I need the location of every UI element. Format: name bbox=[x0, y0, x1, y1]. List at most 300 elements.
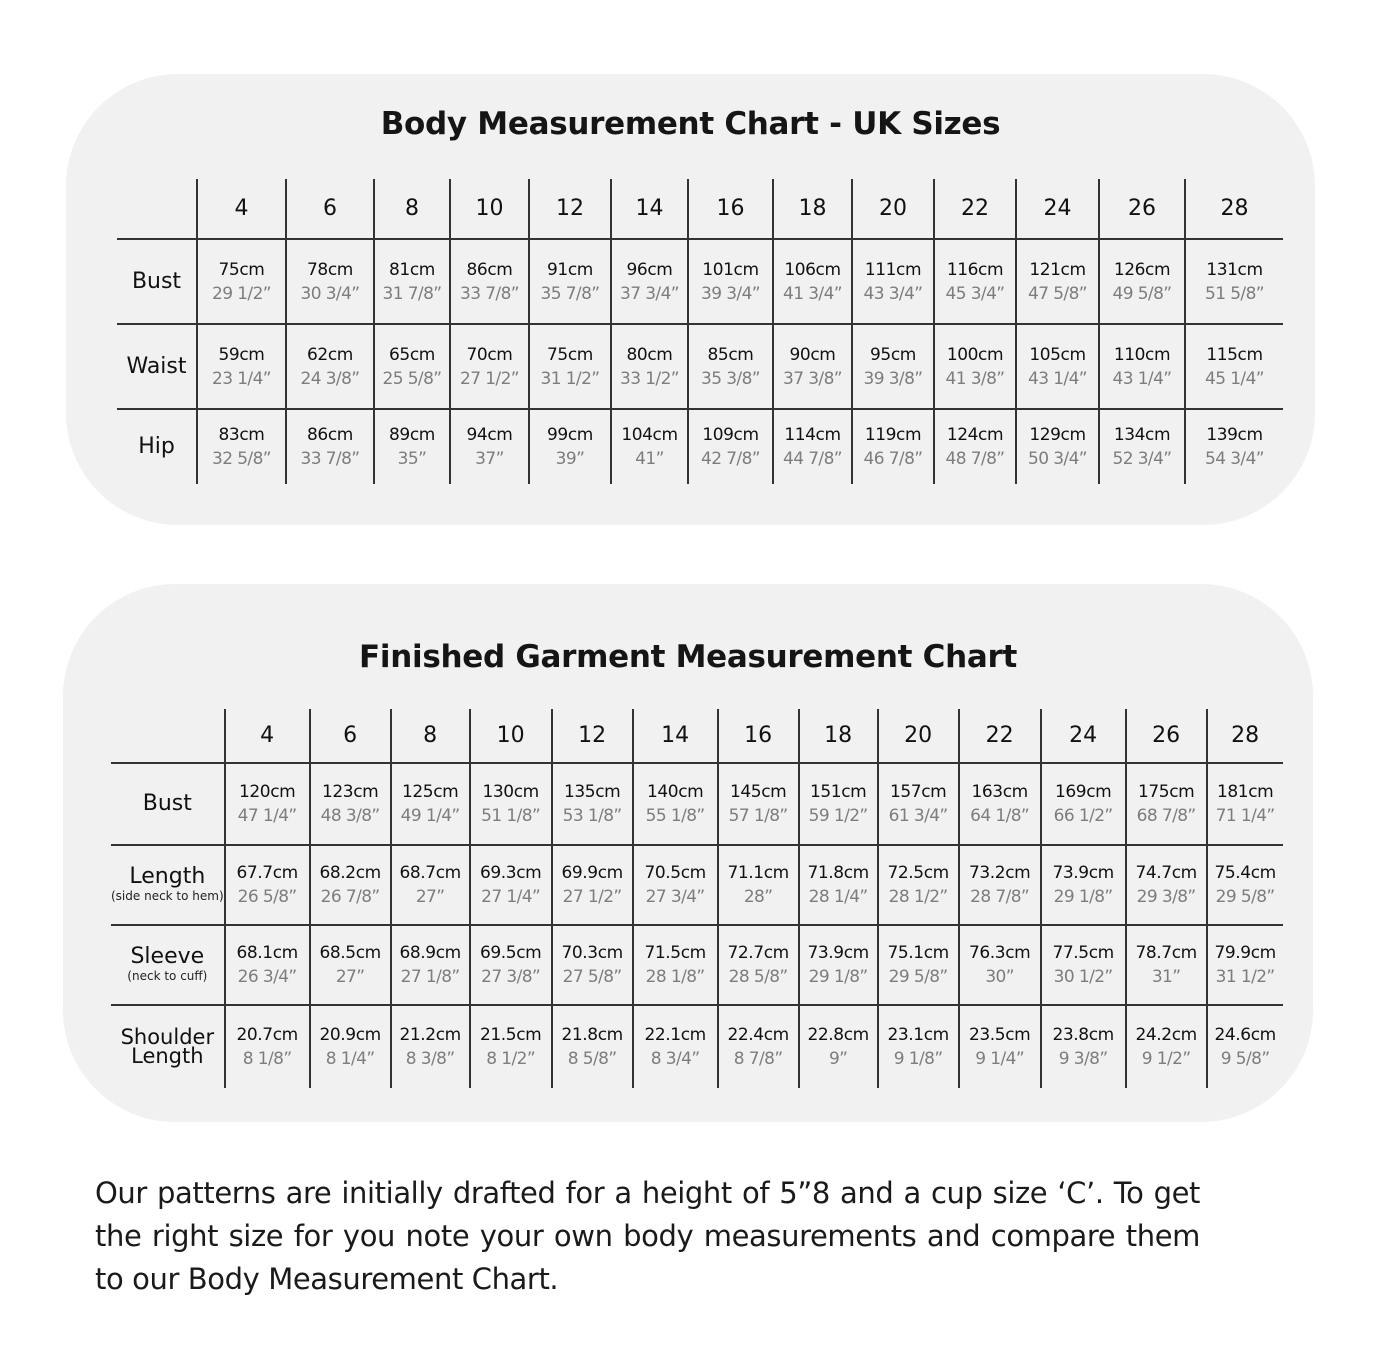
size-header: 14 bbox=[611, 179, 688, 239]
size-header: 20 bbox=[852, 179, 934, 239]
body-chart-title: Body Measurement Chart - UK Sizes bbox=[380, 106, 1001, 142]
cm-value: 90cm bbox=[789, 344, 836, 365]
measurement-cell bbox=[799, 1005, 878, 1088]
measurement-cell bbox=[450, 324, 529, 409]
inch-value: 26 3/4” bbox=[237, 967, 297, 987]
measurement-cell bbox=[1207, 763, 1283, 845]
measurement-cell bbox=[391, 763, 470, 845]
size-header: 8 bbox=[374, 179, 450, 239]
inch-value: 8 3/8” bbox=[405, 1049, 455, 1069]
measurement-cell bbox=[1041, 845, 1126, 925]
size-header: 24 bbox=[1016, 179, 1099, 239]
inch-value: 57 1/8” bbox=[728, 806, 788, 826]
inch-value: 43 1/4” bbox=[1027, 368, 1087, 389]
cm-value: 75cm bbox=[218, 259, 265, 280]
measurement-cell bbox=[1099, 409, 1185, 484]
measurement-cell bbox=[773, 324, 852, 409]
row-label bbox=[111, 763, 225, 845]
row-sublabel: (neck to cuff) bbox=[127, 969, 208, 983]
inch-value: 45 3/4” bbox=[945, 283, 1005, 304]
garment-chart-title: Finished Garment Measurement Chart bbox=[359, 639, 1017, 675]
inch-value: 47 5/8” bbox=[1027, 283, 1087, 304]
cm-value: 94cm bbox=[466, 425, 513, 445]
cm-value: 129cm bbox=[1029, 425, 1086, 445]
inch-value: 8 1/2” bbox=[486, 1049, 536, 1069]
cm-value: 126cm bbox=[1113, 259, 1171, 280]
inch-value: 26 5/8” bbox=[237, 887, 297, 907]
inch-value: 55 1/8” bbox=[645, 806, 705, 826]
measurement-cell bbox=[1185, 324, 1283, 409]
inch-value: 29 3/8” bbox=[1136, 887, 1196, 907]
measurement-cell bbox=[470, 845, 552, 925]
cm-value: 81cm bbox=[389, 259, 435, 280]
row-label bbox=[111, 845, 225, 925]
cm-value: 124cm bbox=[946, 425, 1004, 445]
measurement-cell bbox=[529, 409, 611, 484]
row-label-text: Bust bbox=[131, 268, 182, 294]
cm-value: 75.4cm bbox=[1214, 863, 1276, 883]
cm-value: 68.2cm bbox=[319, 863, 381, 883]
cm-value: 109cm bbox=[702, 425, 759, 445]
cm-value: 59cm bbox=[218, 344, 265, 365]
measurement-cell bbox=[799, 925, 878, 1005]
measurement-cell bbox=[1016, 239, 1099, 324]
row-label bbox=[117, 409, 197, 484]
cm-value: 111cm bbox=[864, 259, 922, 280]
inch-value: 29 1/8” bbox=[808, 967, 868, 987]
measurement-cell bbox=[718, 1005, 799, 1088]
inch-value: 43 1/4” bbox=[1112, 368, 1172, 389]
measurement-cell bbox=[529, 324, 611, 409]
inch-value: 27 3/8” bbox=[481, 967, 541, 987]
size-header: 26 bbox=[1099, 179, 1185, 239]
size-header: 10 bbox=[450, 179, 529, 239]
inch-value: 9 5/8” bbox=[1220, 1049, 1270, 1069]
table-row bbox=[117, 409, 1283, 484]
row-label bbox=[117, 324, 197, 409]
cm-value: 86cm bbox=[307, 425, 353, 445]
measurement-cell bbox=[773, 239, 852, 324]
cm-value: 24.2cm bbox=[1135, 1025, 1197, 1045]
inch-value: 27 5/8” bbox=[562, 967, 622, 987]
inch-value: 27 1/8” bbox=[400, 967, 460, 987]
inch-value: 33 7/8” bbox=[459, 283, 519, 304]
inch-value: 28 1/2” bbox=[888, 887, 948, 907]
measurement-cell bbox=[1126, 845, 1207, 925]
table-row bbox=[111, 763, 1283, 845]
inch-value: 64 1/8” bbox=[970, 806, 1030, 826]
cm-value: 68.5cm bbox=[319, 943, 381, 963]
cm-value: 134cm bbox=[1113, 425, 1171, 445]
measurement-cell bbox=[959, 1005, 1041, 1088]
measurement-cell bbox=[1016, 324, 1099, 409]
cm-value: 22.4cm bbox=[727, 1025, 789, 1045]
size-header: 8 bbox=[391, 709, 470, 763]
cm-value: 73.9cm bbox=[807, 943, 869, 963]
measurement-cell bbox=[1041, 925, 1126, 1005]
inch-value: 35 7/8” bbox=[540, 283, 600, 304]
measurement-cell bbox=[611, 409, 688, 484]
cm-value: 70.5cm bbox=[644, 863, 706, 883]
cm-value: 101cm bbox=[702, 259, 759, 280]
cm-value: 79.9cm bbox=[1214, 943, 1276, 963]
inch-value: 51 5/8” bbox=[1204, 283, 1264, 304]
measurement-cell bbox=[1041, 1005, 1126, 1088]
cm-value: 21.5cm bbox=[479, 1025, 542, 1045]
sizing-note: Our patterns are initially drafted for a height of 5”8 and a cup size ‘C’. To get the right size for you note your own body measurements and compare them to our Body Measurement Chart. bbox=[95, 1176, 1200, 1296]
cm-value: 23.8cm bbox=[1052, 1025, 1114, 1045]
cm-value: 75.1cm bbox=[887, 943, 949, 963]
inch-value: 68 7/8” bbox=[1136, 806, 1196, 826]
inch-value: 9” bbox=[828, 1049, 848, 1069]
measurement-cell bbox=[878, 763, 959, 845]
measurement-cell bbox=[552, 925, 633, 1005]
measurement-cell bbox=[1185, 409, 1283, 484]
measurement-cell bbox=[286, 324, 374, 409]
cm-value: 115cm bbox=[1206, 344, 1263, 365]
cm-value: 69.5cm bbox=[479, 943, 542, 963]
measurement-cell bbox=[799, 763, 878, 845]
inch-value: 30 1/2” bbox=[1053, 967, 1113, 987]
measurement-cell bbox=[1099, 324, 1185, 409]
inch-value: 31” bbox=[1151, 967, 1181, 987]
measurement-cell bbox=[450, 409, 529, 484]
inch-value: 27 1/2” bbox=[562, 887, 622, 907]
inch-value: 48 7/8” bbox=[945, 449, 1005, 469]
measurement-cell bbox=[225, 925, 310, 1005]
inch-value: 28 7/8” bbox=[970, 887, 1030, 907]
measurement-cell bbox=[286, 409, 374, 484]
size-header: 14 bbox=[633, 709, 718, 763]
inch-value: 37 3/4” bbox=[619, 283, 679, 304]
measurement-cell bbox=[1207, 925, 1283, 1005]
inch-value: 8 7/8” bbox=[733, 1049, 783, 1069]
inch-value: 33 7/8” bbox=[300, 449, 360, 469]
inch-value: 41 3/4” bbox=[782, 283, 842, 304]
measurement-cell bbox=[1016, 409, 1099, 484]
table-corner bbox=[117, 179, 197, 239]
inch-value: 49 5/8” bbox=[1112, 283, 1172, 304]
inch-value: 27 1/2” bbox=[459, 368, 519, 389]
inch-value: 35 3/8” bbox=[700, 368, 760, 389]
inch-value: 43 3/4” bbox=[863, 283, 923, 304]
measurement-cell bbox=[688, 324, 773, 409]
inch-value: 29 1/2” bbox=[211, 283, 271, 304]
measurement-cell bbox=[718, 763, 799, 845]
measurement-cell bbox=[1207, 1005, 1283, 1088]
inch-value: 41” bbox=[635, 449, 664, 469]
measurement-cell bbox=[552, 1005, 633, 1088]
measurement-cell bbox=[773, 409, 852, 484]
measurement-cell bbox=[878, 845, 959, 925]
measurement-cell bbox=[633, 763, 718, 845]
measurement-cell bbox=[959, 845, 1041, 925]
inch-value: 39 3/4” bbox=[700, 283, 760, 304]
measurement-cell bbox=[718, 925, 799, 1005]
size-header: 6 bbox=[310, 709, 391, 763]
row-label-text: Waist bbox=[126, 353, 187, 379]
cm-value: 121cm bbox=[1029, 259, 1086, 280]
measurement-cell bbox=[470, 925, 552, 1005]
inch-value: 37” bbox=[475, 449, 504, 469]
measurement-cell bbox=[633, 845, 718, 925]
inch-value: 28 1/8” bbox=[645, 967, 705, 987]
cm-value: 105cm bbox=[1029, 344, 1086, 365]
measurement-cell bbox=[225, 763, 310, 845]
cm-value: 72.5cm bbox=[887, 863, 949, 883]
cm-value: 151cm bbox=[809, 782, 867, 802]
measurement-cell bbox=[1126, 1005, 1207, 1088]
measurement-cell bbox=[1207, 845, 1283, 925]
inch-value: 28” bbox=[743, 887, 773, 907]
cm-value: 71.8cm bbox=[807, 863, 869, 883]
cm-value: 125cm bbox=[401, 782, 459, 802]
row-label bbox=[111, 925, 225, 1005]
cm-value: 140cm bbox=[646, 782, 704, 802]
inch-value: 31 1/2” bbox=[1215, 967, 1275, 987]
measurement-cell bbox=[878, 1005, 959, 1088]
cm-value: 96cm bbox=[626, 259, 673, 280]
measurement-cell bbox=[552, 845, 633, 925]
inch-value: 23 1/4” bbox=[211, 368, 271, 389]
row-label bbox=[117, 239, 197, 324]
inch-value: 54 3/4” bbox=[1204, 449, 1264, 469]
cm-value: 68.9cm bbox=[399, 943, 461, 963]
inch-value: 27 3/4” bbox=[645, 887, 705, 907]
inch-value: 9 1/8” bbox=[893, 1049, 943, 1069]
inch-value: 51 1/8” bbox=[481, 806, 541, 826]
cm-value: 123cm bbox=[321, 782, 379, 802]
inch-value: 50 3/4” bbox=[1027, 449, 1087, 469]
cm-value: 21.2cm bbox=[399, 1025, 461, 1045]
size-header: 6 bbox=[286, 179, 374, 239]
inch-value: 9 1/4” bbox=[975, 1049, 1025, 1069]
measurement-cell bbox=[286, 239, 374, 324]
measurement-cell bbox=[1126, 763, 1207, 845]
inch-value: 35” bbox=[397, 449, 427, 469]
measurement-cell bbox=[1099, 239, 1185, 324]
measurement-cell bbox=[852, 324, 934, 409]
table-row bbox=[111, 1005, 1283, 1088]
size-header: 20 bbox=[878, 709, 959, 763]
cm-value: 131cm bbox=[1206, 259, 1263, 280]
cm-value: 120cm bbox=[238, 782, 296, 802]
measurement-cell bbox=[688, 239, 773, 324]
cm-value: 72.7cm bbox=[727, 943, 789, 963]
size-header: 10 bbox=[470, 709, 552, 763]
row-label-text: Bust bbox=[142, 791, 192, 816]
cm-value: 175cm bbox=[1137, 782, 1195, 802]
cm-value: 68.1cm bbox=[236, 943, 298, 963]
row-label-text: Sleeve bbox=[130, 944, 205, 969]
measurement-cell bbox=[552, 763, 633, 845]
measurement-cell bbox=[633, 925, 718, 1005]
measurement-cell bbox=[374, 324, 450, 409]
measurement-cell bbox=[470, 1005, 552, 1088]
measurement-cell bbox=[225, 1005, 310, 1088]
measurement-cell bbox=[529, 239, 611, 324]
inch-value: 61 3/4” bbox=[888, 806, 948, 826]
inch-value: 8 1/8” bbox=[242, 1049, 292, 1069]
cm-value: 76.3cm bbox=[968, 943, 1031, 963]
body-measurement-table bbox=[117, 179, 1283, 484]
cm-value: 23.1cm bbox=[887, 1025, 949, 1045]
measurement-cell bbox=[197, 239, 286, 324]
inch-value: 32 5/8” bbox=[211, 449, 271, 469]
inch-value: 45 1/4” bbox=[1204, 368, 1264, 389]
measurement-cell bbox=[225, 845, 310, 925]
cm-value: 68.7cm bbox=[399, 863, 461, 883]
measurement-cell bbox=[611, 239, 688, 324]
size-header: 4 bbox=[225, 709, 310, 763]
measurement-cell bbox=[611, 324, 688, 409]
inch-value: 31 7/8” bbox=[382, 283, 442, 304]
cm-value: 157cm bbox=[889, 782, 947, 802]
measurement-cell bbox=[310, 845, 391, 925]
inch-value: 52 3/4” bbox=[1112, 449, 1172, 469]
cm-value: 73.9cm bbox=[1052, 863, 1114, 883]
measurement-cell bbox=[1041, 763, 1126, 845]
cm-value: 83cm bbox=[218, 425, 265, 445]
cm-value: 85cm bbox=[707, 344, 754, 365]
cm-value: 99cm bbox=[547, 425, 593, 445]
row-label-text: Length bbox=[129, 864, 206, 889]
inch-value: 27” bbox=[415, 887, 445, 907]
inch-value: 8 5/8” bbox=[567, 1049, 617, 1069]
inch-value: 39” bbox=[555, 449, 585, 469]
measurement-cell bbox=[718, 845, 799, 925]
inch-value: 30 3/4” bbox=[300, 283, 360, 304]
measurement-cell bbox=[391, 845, 470, 925]
cm-value: 70.3cm bbox=[561, 943, 623, 963]
measurement-cell bbox=[934, 324, 1016, 409]
row-label-text: Shoulder bbox=[120, 1025, 215, 1049]
cm-value: 71.1cm bbox=[727, 863, 789, 883]
cm-value: 163cm bbox=[971, 782, 1028, 802]
measurement-cell bbox=[934, 409, 1016, 484]
size-header: 22 bbox=[959, 709, 1041, 763]
row-label-text: Hip bbox=[138, 434, 175, 459]
inch-value: 53 1/8” bbox=[562, 806, 622, 826]
row-sublabel: (side neck to hem) bbox=[111, 889, 224, 903]
cm-value: 130cm bbox=[482, 782, 539, 802]
inch-value: 44 7/8” bbox=[782, 449, 842, 469]
cm-value: 74.7cm bbox=[1135, 863, 1197, 883]
garment-measurement-panel bbox=[63, 584, 1313, 1122]
cm-value: 145cm bbox=[729, 782, 787, 802]
cm-value: 73.2cm bbox=[968, 863, 1031, 883]
measurement-cell bbox=[852, 409, 934, 484]
cm-value: 78.7cm bbox=[1135, 943, 1197, 963]
cm-value: 20.7cm bbox=[236, 1025, 298, 1045]
measurement-cell bbox=[197, 324, 286, 409]
inch-value: 71 1/4” bbox=[1215, 806, 1275, 826]
inch-value: 30” bbox=[985, 967, 1014, 987]
cm-value: 104cm bbox=[621, 425, 678, 445]
size-header: 18 bbox=[773, 179, 852, 239]
inch-value: 9 3/8” bbox=[1058, 1049, 1108, 1069]
size-header: 12 bbox=[529, 179, 611, 239]
measurement-cell bbox=[959, 925, 1041, 1005]
cm-value: 62cm bbox=[307, 344, 353, 365]
size-header: 22 bbox=[934, 179, 1016, 239]
row-label bbox=[111, 1005, 225, 1088]
cm-value: 20.9cm bbox=[319, 1025, 381, 1045]
inch-value: 28 5/8” bbox=[728, 967, 788, 987]
inch-value: 24 3/8” bbox=[300, 368, 360, 389]
size-header: 12 bbox=[552, 709, 633, 763]
size-header: 28 bbox=[1185, 179, 1283, 239]
size-header: 16 bbox=[718, 709, 799, 763]
table-row bbox=[117, 324, 1283, 409]
measurement-cell bbox=[934, 239, 1016, 324]
inch-value: 8 1/4” bbox=[325, 1049, 375, 1069]
cm-value: 21.8cm bbox=[561, 1025, 623, 1045]
cm-value: 22.8cm bbox=[807, 1025, 869, 1045]
cm-value: 69.9cm bbox=[561, 863, 623, 883]
measurement-cell bbox=[633, 1005, 718, 1088]
inch-value: 31 1/2” bbox=[540, 368, 600, 389]
cm-value: 69.3cm bbox=[479, 863, 542, 883]
inch-value: 27 1/4” bbox=[481, 887, 541, 907]
inch-value: 29 5/8” bbox=[1215, 887, 1275, 907]
inch-value: 41 3/8” bbox=[945, 368, 1005, 389]
measurement-cell bbox=[1185, 239, 1283, 324]
size-header: 26 bbox=[1126, 709, 1207, 763]
cm-value: 114cm bbox=[784, 425, 841, 445]
cm-value: 80cm bbox=[626, 344, 673, 365]
measurement-cell bbox=[197, 409, 286, 484]
cm-value: 91cm bbox=[547, 259, 593, 280]
size-header: 28 bbox=[1207, 709, 1283, 763]
cm-value: 23.5cm bbox=[968, 1025, 1031, 1045]
cm-value: 181cm bbox=[1216, 782, 1274, 802]
cm-value: 135cm bbox=[563, 782, 621, 802]
table-row bbox=[111, 845, 1283, 925]
inch-value: 25 5/8” bbox=[382, 368, 442, 389]
cm-value: 169cm bbox=[1054, 782, 1112, 802]
inch-value: 29 1/8” bbox=[1053, 887, 1113, 907]
cm-value: 100cm bbox=[946, 344, 1004, 365]
cm-value: 24.6cm bbox=[1214, 1025, 1276, 1045]
measurement-cell bbox=[1126, 925, 1207, 1005]
measurement-cell bbox=[852, 239, 934, 324]
inch-value: 49 1/4” bbox=[400, 806, 460, 826]
cm-value: 65cm bbox=[389, 344, 435, 365]
size-header: 16 bbox=[688, 179, 773, 239]
row-label-text: Length bbox=[131, 1044, 204, 1068]
measurement-cell bbox=[391, 925, 470, 1005]
measurement-cell bbox=[799, 845, 878, 925]
measurement-cell bbox=[688, 409, 773, 484]
inch-value: 42 7/8” bbox=[700, 449, 760, 469]
inch-value: 48 3/8” bbox=[320, 806, 380, 826]
cm-value: 110cm bbox=[1113, 344, 1171, 365]
cm-value: 86cm bbox=[466, 259, 513, 280]
inch-value: 46 7/8” bbox=[863, 449, 923, 469]
measurement-cell bbox=[470, 763, 552, 845]
size-header: 4 bbox=[197, 179, 286, 239]
cm-value: 22.1cm bbox=[644, 1025, 706, 1045]
cm-value: 70cm bbox=[466, 344, 513, 365]
size-header: 24 bbox=[1041, 709, 1126, 763]
cm-value: 67.7cm bbox=[236, 863, 298, 883]
measurement-cell bbox=[450, 239, 529, 324]
measurement-cell bbox=[374, 239, 450, 324]
cm-value: 95cm bbox=[870, 344, 916, 365]
inch-value: 37 3/8” bbox=[782, 368, 842, 389]
measurement-cell bbox=[310, 925, 391, 1005]
